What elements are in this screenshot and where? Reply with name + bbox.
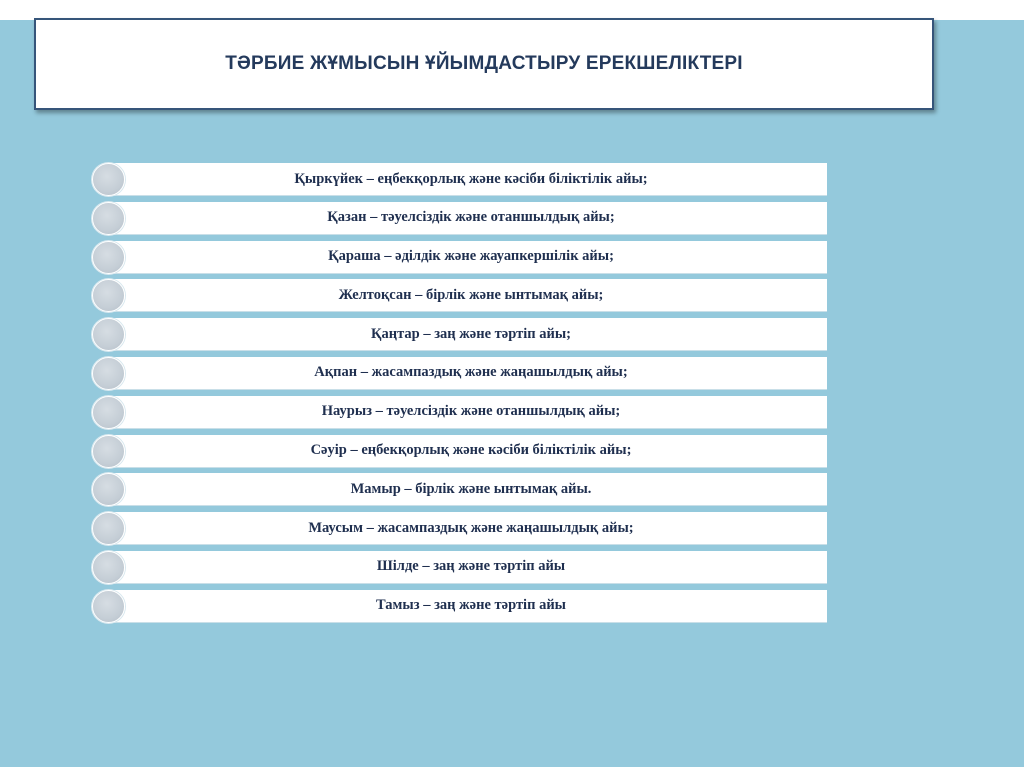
list-item [92, 163, 828, 196]
page-title: ТӘРБИЕ ЖҰМЫСЫН ҰЙЫМДАСТЫРУ ЕРЕКШЕЛІКТЕРІ [225, 53, 743, 74]
list-item-bar [108, 318, 827, 351]
list-item [92, 202, 828, 235]
list-item-label: Сәуір – еңбекқорлық және кәсіби біліктілік айы; [310, 442, 632, 459]
bullet-circle-icon [92, 318, 125, 351]
bullet-circle-icon [92, 396, 125, 429]
bullet-circle-icon [92, 551, 125, 584]
title-box [34, 18, 934, 110]
list-item [92, 473, 828, 506]
list-item-label: Желтоқсан – бірлік және ынтымақ айы; [338, 286, 604, 303]
list-item-label: Ақпан – жасампаздық және жаңашылдық айы; [314, 364, 628, 381]
list-item-bar [108, 473, 827, 506]
list-item-label: Қараша – әділдік және жауапкершілік айы; [328, 248, 614, 265]
bullet-circle-icon [92, 163, 125, 196]
list-item-bar [108, 357, 827, 390]
list-item-bar [108, 241, 827, 274]
list-item-label: Шілде – заң және тәртіп айы [376, 558, 566, 575]
list-item-bar [108, 279, 827, 312]
list-item [92, 318, 828, 351]
list-item [92, 279, 828, 312]
list-item-bar [108, 551, 827, 584]
list-item-bar [108, 435, 827, 468]
list-item-bar [108, 202, 827, 235]
list-item [92, 357, 828, 390]
list-item [92, 241, 828, 274]
list-item-label: Наурыз – тәуелсіздік және отаншылдық айы; [321, 403, 621, 420]
list-item [92, 396, 828, 429]
list-item-bar [108, 512, 827, 545]
list-item-bar [108, 590, 827, 623]
bullet-circle-icon [92, 202, 125, 235]
list-item-bar [108, 163, 827, 196]
list-item-label: Қаңтар – заң және тәртіп айы; [371, 325, 571, 342]
month-list [92, 163, 828, 629]
bullet-circle-icon [92, 590, 125, 623]
list-item-label: Тамыз – заң және тәртіп айы [376, 597, 566, 614]
list-item-label: Мамыр – бірлік және ынтымақ айы. [350, 480, 592, 497]
top-stripe [0, 0, 1024, 20]
list-item-label: Қыркүйек – еңбекқорлық және кәсіби біліктілік айы; [294, 170, 648, 187]
list-item-bar [108, 396, 827, 429]
list-item-label: Қазан – тәуелсіздік және отаншылдық айы; [327, 209, 615, 226]
list-item-label: Маусым – жасампаздық және жаңашылдық айы; [308, 519, 634, 536]
bullet-circle-icon [92, 241, 125, 274]
list-item [92, 512, 828, 545]
list-item [92, 551, 828, 584]
list-item [92, 435, 828, 468]
bullet-circle-icon [92, 435, 125, 468]
list-item [92, 590, 828, 623]
bullet-circle-icon [92, 357, 125, 390]
bullet-circle-icon [92, 512, 125, 545]
